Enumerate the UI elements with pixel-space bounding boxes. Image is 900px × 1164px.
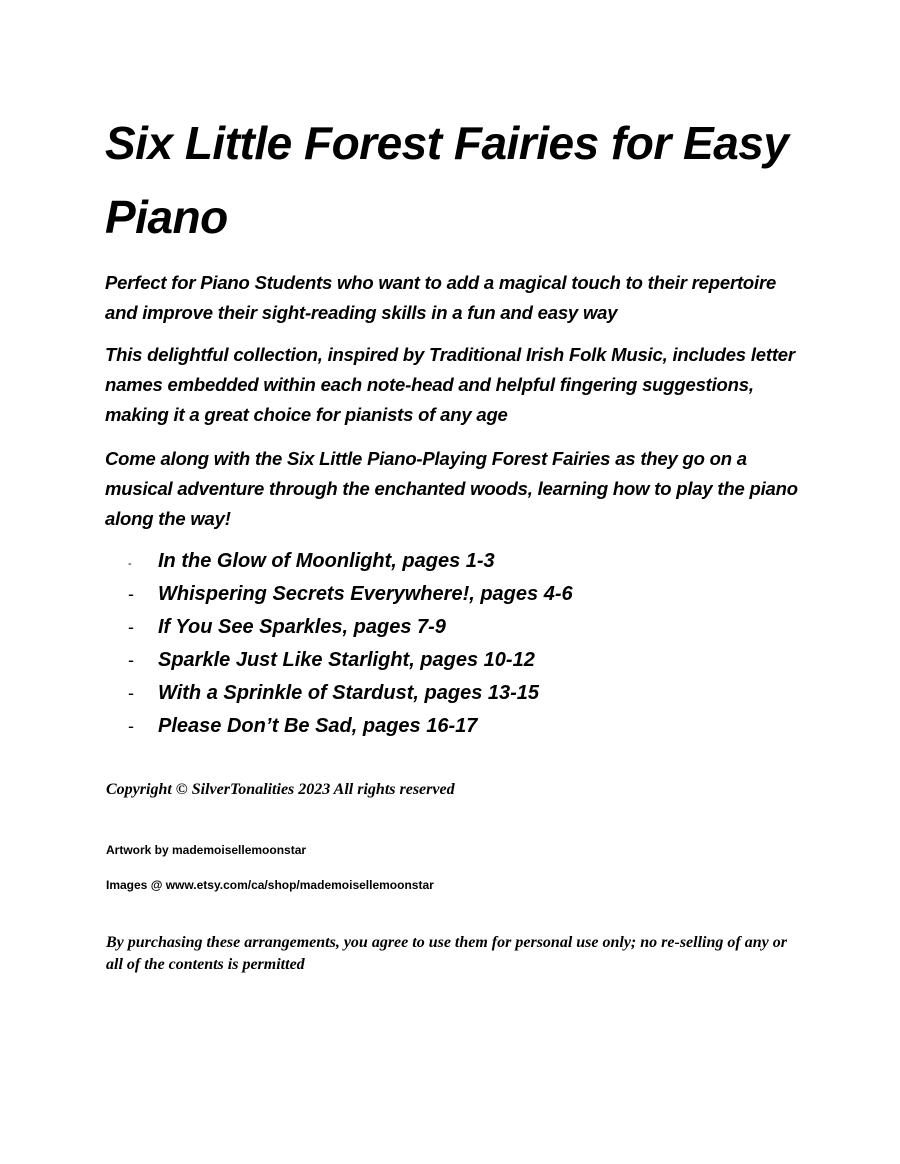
artwork-credit: Artwork by mademoisellemoonstar [106,843,307,857]
list-dash: - [128,558,132,570]
song-item [128,677,573,710]
song-item [128,611,573,644]
song-item [128,644,573,677]
song-item [128,578,573,611]
song-item [128,545,573,578]
list-dash: - [128,683,134,703]
song-title: If You See Sparkles, pages 7-9 [158,616,446,638]
song-title: In the Glow of Moonlight, pages 1-3 [158,550,495,572]
collection-description: This delightful collection, inspired by Traditional Irish Folk Music, includes letter names embedded within each note-head and helpful fingering suggestions, making it a great choice for pianists of any age [105,344,795,425]
page-title: Six Little Forest Fairies for Easy Piano [105,117,789,243]
usage-disclaimer: By purchasing these arrangements, you agree to use them for personal use only; no re-selling of any or all of the contents is permitted [106,934,787,973]
song-item [128,710,573,743]
list-dash: - [128,584,134,604]
song-title: Sparkle Just Like Starlight, pages 10-12 [158,649,535,671]
list-dash: - [128,716,134,736]
images-credit: Images @ www.etsy.com/ca/shop/mademoisellemoonstar [106,878,434,892]
song-list [128,545,573,743]
song-title: Please Don’t Be Sad, pages 16-17 [158,715,478,737]
adventure-paragraph: Come along with the Six Little Piano-Playing Forest Fairies as they go on a musical adventure through the enchanted woods, learning how to play the piano along the way! [105,448,798,529]
intro-paragraph: Perfect for Piano Students who want to add a magical touch to their repertoire and improve their sight-reading skills in a fun and easy way [105,272,777,323]
list-dash: - [128,617,134,637]
copyright-notice: Copyright © SilverTonalities 2023 All rights reserved [106,781,455,798]
song-title: Whispering Secrets Everywhere!, pages 4-6 [158,583,573,605]
song-title: With a Sprinkle of Stardust, pages 13-15 [158,682,540,704]
list-dash: - [128,650,134,670]
